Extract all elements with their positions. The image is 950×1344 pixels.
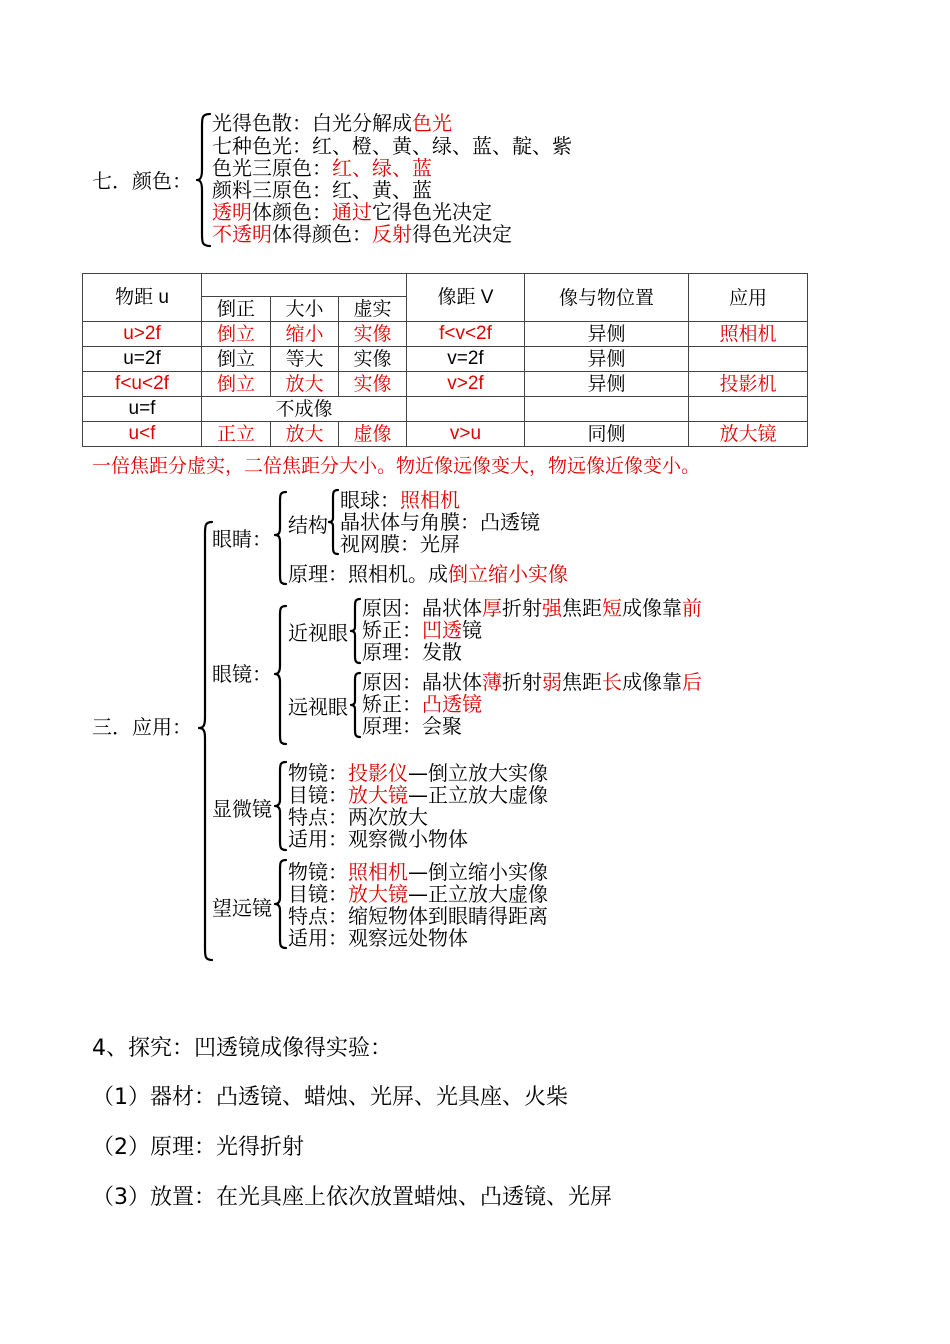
table-cell: u>2f — [83, 322, 202, 347]
hyperopia-label: 远视眼 — [288, 695, 348, 719]
table-cell: 同侧 — [525, 422, 689, 447]
text-segment: 前 — [682, 596, 702, 620]
table-cell: 正立 — [202, 422, 271, 447]
microscope-label: 显微镜 — [212, 797, 272, 821]
microscope-brace — [274, 760, 288, 852]
eye-structure-brace — [328, 488, 340, 556]
table-cell: 实像 — [339, 347, 407, 372]
myopia-label: 近视眼 — [288, 621, 348, 645]
experiment-title: 4、探究：凹透镜成像得实验： — [92, 1036, 392, 1061]
text-segment: 投影仪 — [348, 761, 408, 785]
hyperopia-line — [362, 693, 482, 715]
telescope-line — [288, 883, 548, 905]
text-segment: 薄 — [482, 670, 502, 694]
lens-imaging-table — [82, 273, 808, 447]
text-segment: 后 — [682, 670, 702, 694]
telescope-line — [288, 927, 468, 949]
text-segment: 晶状体与角膜：凸透镜 — [340, 510, 540, 534]
color-line — [212, 179, 432, 201]
table-cell: v>2f — [407, 372, 525, 397]
color-line — [212, 135, 572, 157]
text-segment: 原因：晶状体 — [362, 596, 482, 620]
lens-rule-note: 一倍焦距分虚实，二倍焦距分大小。物近像远像变大，物远像近像变小。 — [92, 455, 701, 477]
text-segment: 体得颜色： — [272, 222, 372, 246]
text-segment: 它得色光决定 — [372, 200, 492, 224]
color-line — [212, 112, 452, 134]
text-segment: 倒立缩小实像 — [448, 562, 568, 586]
text-segment: 反射 — [372, 222, 412, 246]
text-segment: 镜 — [462, 618, 482, 642]
text-segment: 物镜： — [288, 761, 348, 785]
text-segment: —倒立缩小实像 — [408, 860, 548, 884]
table-cell: u=2f — [83, 347, 202, 372]
table-cell: 放大 — [271, 422, 339, 447]
header-position: 像与物位置 — [525, 274, 689, 322]
text-segment: 原理：会聚 — [362, 714, 462, 738]
table-cell: f<v<2f — [407, 322, 525, 347]
text-segment: 照相机 — [400, 488, 460, 512]
color-section-label: 七．颜色： — [92, 169, 192, 193]
text-segment: 原因：晶状体 — [362, 670, 482, 694]
table-cell: 实像 — [339, 322, 407, 347]
text-segment: 成像靠 — [622, 670, 682, 694]
text-segment: 目镜： — [288, 783, 348, 807]
microscope-line — [288, 762, 548, 784]
text-segment: —倒立放大实像 — [408, 761, 548, 785]
text-segment: 特点：缩短物体到眼睛得距离 — [288, 904, 548, 928]
table-cell: 缩小 — [271, 322, 339, 347]
text-segment: 焦距 — [562, 596, 602, 620]
text-segment: 不透明 — [212, 222, 272, 246]
text-segment: 弱 — [542, 670, 562, 694]
table-cell: 倒立 — [202, 322, 271, 347]
table-cell: 倒立 — [202, 347, 271, 372]
eye-label: 眼睛： — [212, 527, 272, 551]
glasses-label: 眼镜： — [212, 662, 272, 686]
eye-brace — [274, 490, 288, 586]
table-row — [83, 397, 808, 422]
table-cell: 放大 — [271, 372, 339, 397]
table-cell: v>u — [407, 422, 525, 447]
experiment-item: （2）原理：光得折射 — [92, 1135, 304, 1160]
header-real-virtual: 虚实 — [339, 297, 407, 322]
text-segment: 厚 — [482, 596, 502, 620]
color-line — [212, 157, 432, 179]
table-cell: 倒立 — [202, 372, 271, 397]
hyperopia-line — [362, 671, 702, 693]
text-segment: —正立放大虚像 — [408, 882, 548, 906]
text-segment: 物镜： — [288, 860, 348, 884]
text-segment: 长 — [602, 670, 622, 694]
telescope-brace — [274, 858, 288, 950]
microscope-line — [288, 784, 548, 806]
table-cell: 等大 — [271, 347, 339, 372]
text-segment: 视网膜：光屏 — [340, 532, 460, 556]
text-segment: 目镜： — [288, 882, 348, 906]
hyperopia-line — [362, 715, 462, 737]
table-cell: 照相机 — [689, 322, 808, 347]
header-image-distance: 像距 V — [407, 274, 525, 322]
eye-structure-label: 结构 — [288, 513, 328, 537]
color-line — [212, 223, 512, 245]
myopia-line — [362, 641, 462, 663]
table-row — [83, 347, 808, 372]
text-segment: —正立放大虚像 — [408, 783, 548, 807]
table-row — [83, 372, 808, 397]
text-segment: 原理：发散 — [362, 640, 462, 664]
microscope-line — [288, 806, 428, 828]
lens-table-body — [83, 322, 808, 447]
text-segment: 色光 — [412, 111, 452, 135]
text-segment: 颜料三原色：红、黄、蓝 — [212, 178, 432, 202]
table-cell: 放大镜 — [689, 422, 808, 447]
color-line — [212, 201, 492, 223]
color-brace — [196, 112, 212, 248]
eye-structure-line — [340, 533, 460, 555]
text-segment: 焦距 — [562, 670, 602, 694]
table-cell: 投影机 — [689, 372, 808, 397]
table-cell — [689, 397, 808, 422]
header-size: 大小 — [271, 297, 339, 322]
text-segment: 成像靠 — [622, 596, 682, 620]
table-cell: 异侧 — [525, 372, 689, 397]
text-segment: 适用：观察微小物体 — [288, 827, 468, 851]
microscope-line — [288, 828, 468, 850]
table-cell — [689, 347, 808, 372]
eye-structure-line — [340, 489, 460, 511]
text-segment: 特点：两次放大 — [288, 805, 428, 829]
text-segment: 凹透 — [422, 618, 462, 642]
myopia-line — [362, 597, 702, 619]
telescope-label: 望远镜 — [212, 896, 272, 920]
eye-principle — [288, 563, 568, 585]
text-segment: 红、绿、蓝 — [332, 156, 432, 180]
eye-structure-line — [340, 511, 540, 533]
table-row — [83, 422, 808, 447]
table-cell: v=2f — [407, 347, 525, 372]
text-segment: 矫正： — [362, 692, 422, 716]
text-segment: 七种色光：红、橙、黄、绿、蓝、靛、紫 — [212, 134, 572, 158]
text-segment: 色光三原色： — [212, 156, 332, 180]
table-cell: 不成像 — [202, 397, 407, 422]
table-cell: u=f — [83, 397, 202, 422]
header-object-distance: 物距 u — [83, 274, 202, 322]
telescope-line — [288, 905, 548, 927]
table-cell: u<f — [83, 422, 202, 447]
header-upright: 倒正 — [202, 297, 271, 322]
text-segment: 得色光决定 — [412, 222, 512, 246]
myopia-brace — [350, 597, 362, 665]
table-cell: 虚像 — [339, 422, 407, 447]
table-cell: 实像 — [339, 372, 407, 397]
text-segment: 放大镜 — [348, 783, 408, 807]
myopia-line — [362, 619, 482, 641]
text-segment: 透明 — [212, 200, 252, 224]
experiment-item: （3）放置：在光具座上依次放置蜡烛、凸透镜、光屏 — [92, 1185, 612, 1210]
text-segment: 体颜色： — [252, 200, 332, 224]
text-segment: 通过 — [332, 200, 372, 224]
table-cell — [407, 397, 525, 422]
text-segment: 凸透镜 — [422, 692, 482, 716]
text-segment: 眼球： — [340, 488, 400, 512]
table-row — [83, 322, 808, 347]
hyperopia-brace — [350, 671, 362, 739]
text-segment: 折射 — [502, 596, 542, 620]
header-blank — [202, 274, 407, 297]
application-label: 三．应用： — [92, 715, 192, 739]
text-segment: 照相机 — [348, 860, 408, 884]
telescope-line — [288, 861, 548, 883]
glasses-brace — [274, 604, 288, 746]
table-cell — [525, 397, 689, 422]
text-segment: 强 — [542, 596, 562, 620]
text-segment: 光得色散：白光分解成 — [212, 111, 412, 135]
table-cell: 异侧 — [525, 322, 689, 347]
text-segment: 原理：照相机。成 — [288, 562, 448, 586]
experiment-item: （1）器材：凸透镜、蜡烛、光屏、光具座、火柴 — [92, 1085, 568, 1110]
text-segment: 放大镜 — [348, 882, 408, 906]
text-segment: 折射 — [502, 670, 542, 694]
text-segment: 适用：观察远处物体 — [288, 926, 468, 950]
table-cell: 异侧 — [525, 347, 689, 372]
header-application: 应用 — [689, 274, 808, 322]
table-cell: f<u<2f — [83, 372, 202, 397]
text-segment: 短 — [602, 596, 622, 620]
text-segment: 矫正： — [362, 618, 422, 642]
